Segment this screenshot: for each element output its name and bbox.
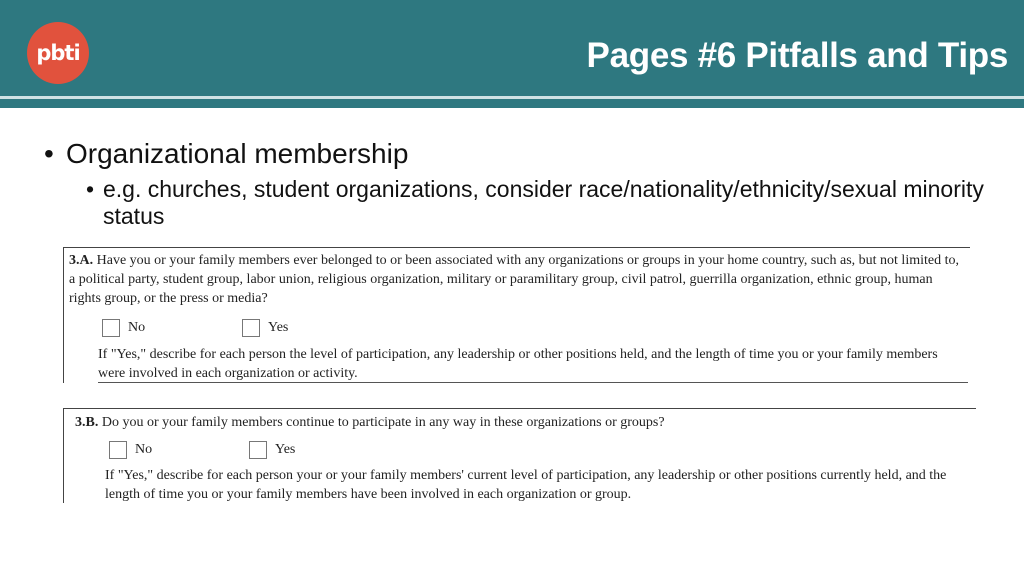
bullet-dot-icon: • (86, 176, 95, 202)
followup-3a: If "Yes," describe for each person the level of participation, any leadership or other positions held, and the length of time you or your family members were involved in each organization or activity. (98, 347, 938, 381)
checkbox-icon[interactable] (102, 319, 120, 337)
checkbox-yes-3b[interactable] (249, 441, 295, 459)
checkbox-label: No (128, 320, 146, 335)
answer-line[interactable] (98, 382, 968, 383)
checkbox-no-3b[interactable] (109, 441, 152, 459)
bullet-level1-text: Organizational membership (66, 138, 409, 169)
question-text: Do you or your family members continue to participate in any way in these organizations or groups? (101, 415, 665, 430)
form-question-3a (63, 247, 970, 383)
bullet-level2-text: e.g. churches, student organizations, consider race/nationality/ethnicity/sexual minority status (103, 176, 984, 229)
question-3a (69, 251, 965, 308)
logo-text: pbti (36, 41, 80, 65)
checkbox-yes-3a[interactable] (242, 319, 288, 337)
pbti-logo (27, 22, 89, 84)
checkbox-label: Yes (268, 320, 289, 335)
checkbox-label: Yes (275, 442, 296, 457)
checkbox-icon[interactable] (249, 441, 267, 459)
question-3b (75, 413, 971, 432)
checkbox-icon[interactable] (242, 319, 260, 337)
bullet-dot-icon: • (44, 138, 54, 169)
form-question-3b (63, 408, 976, 503)
question-number: 3.B. (75, 415, 99, 430)
checkbox-no-3a[interactable] (102, 319, 145, 337)
slide-title: Pages #6 Pitfalls and Tips (586, 36, 1008, 75)
question-text: Have you or your family members ever belonged to or been associated with any organizations or groups in your home country, such as, but not limited to, a political party, student group, labor union, religious organization, military or paramilitary group, civil patrol, guerrilla organization, ethnic group, human rights group, or the press or media? (69, 253, 959, 306)
header-lower-band (0, 99, 1024, 108)
checkbox-label: No (135, 442, 153, 457)
checkbox-icon[interactable] (109, 441, 127, 459)
question-number: 3.A. (69, 253, 94, 268)
followup-3b: If "Yes," describe for each person your or your family members' current level of participation, any leadership or other positions currently held, and the length of time you or your family members have been involved in each organization or group. (105, 468, 947, 502)
